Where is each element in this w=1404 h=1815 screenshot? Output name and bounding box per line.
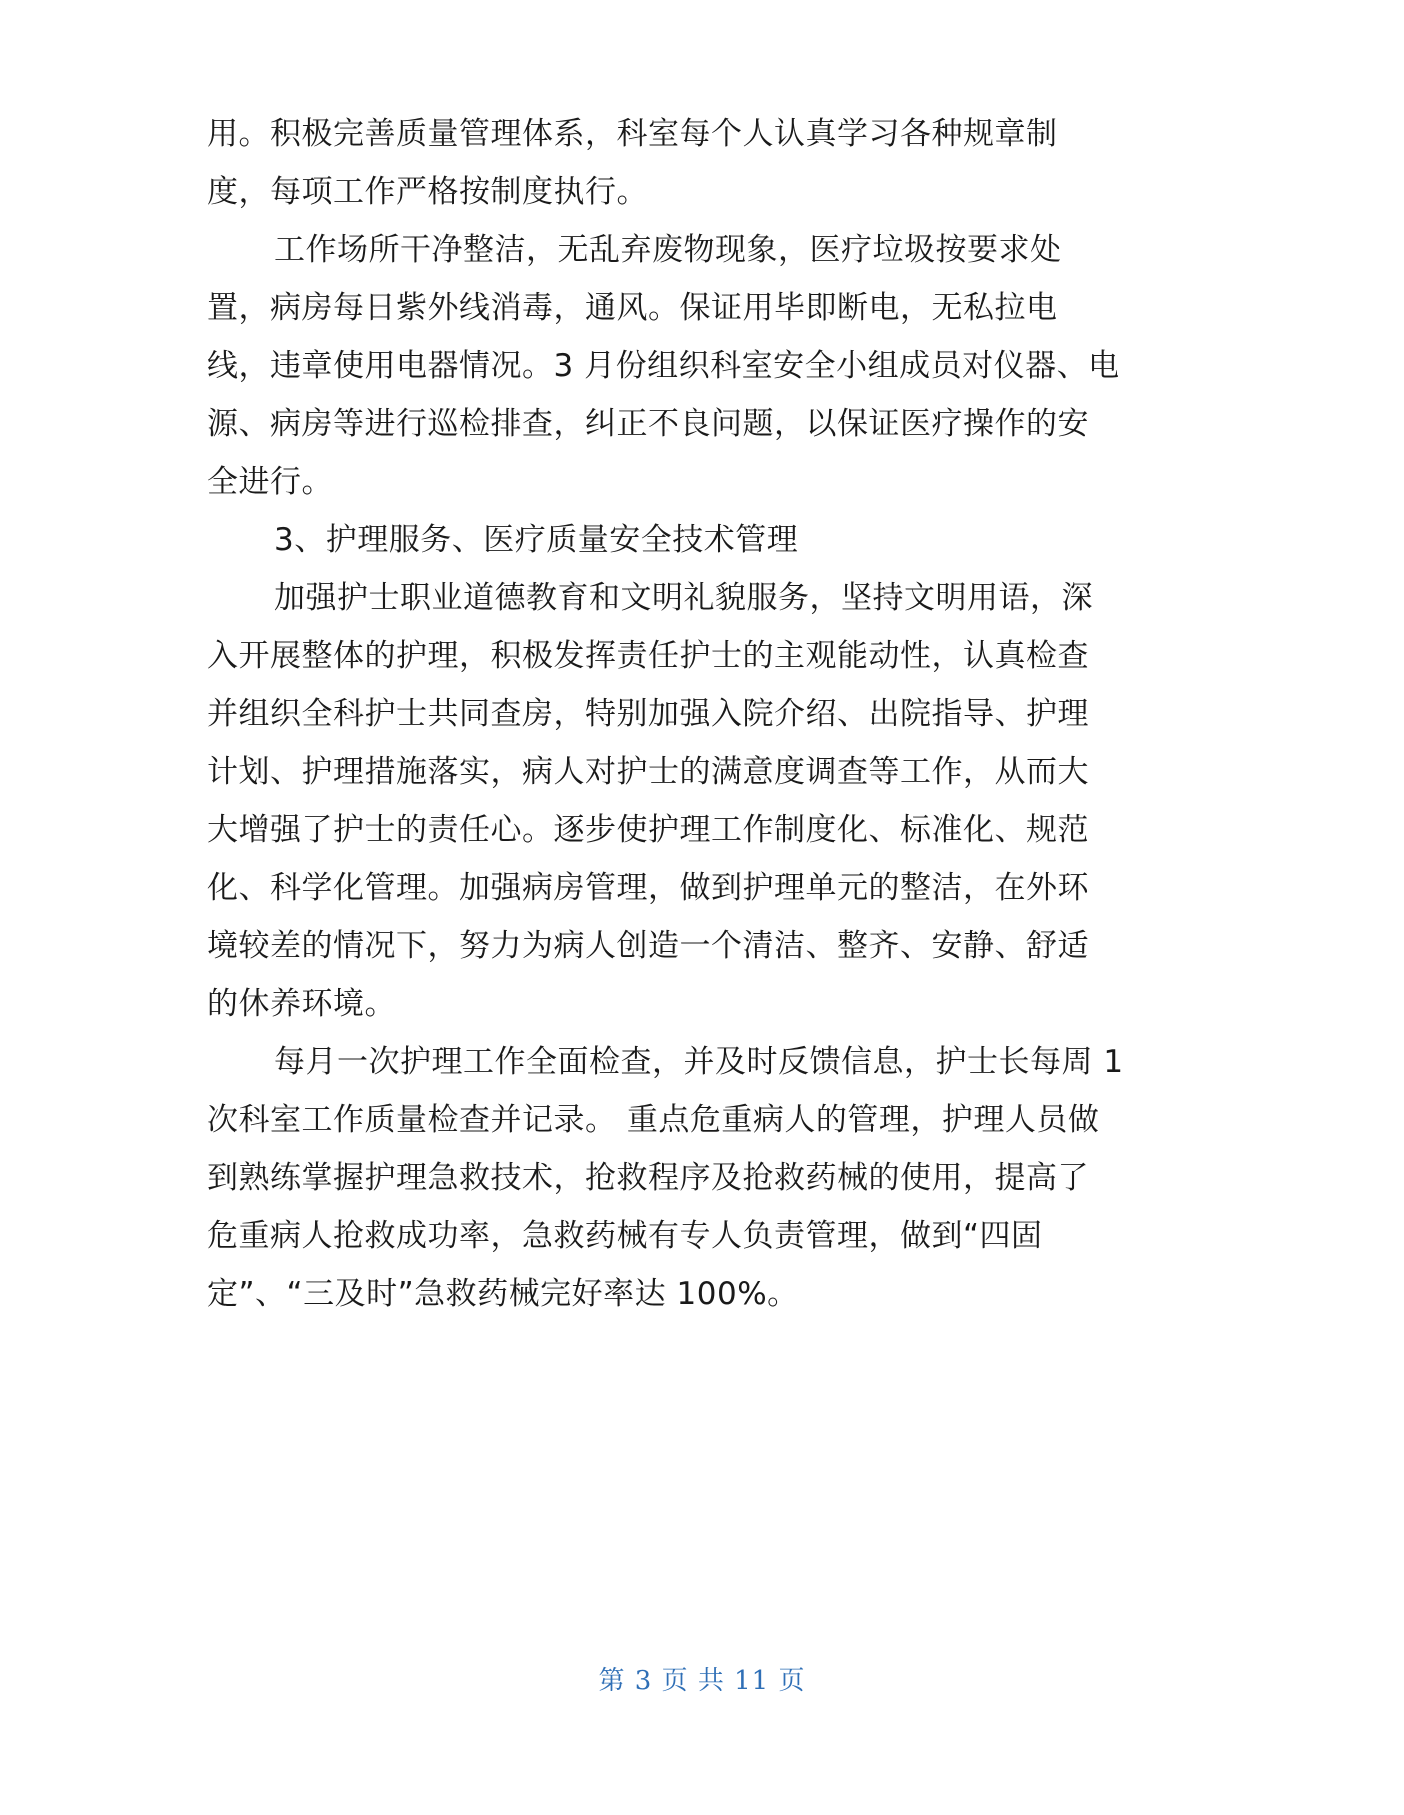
section-heading: 3、护理服务、医疗质量安全技术管理 [274, 522, 799, 558]
text-line: 化、科学化管理。加强病房管理，做到护理单元的整洁，在外环 [207, 870, 1089, 906]
text-line: 入开展整体的护理，积极发挥责任护士的主观能动性，认真检查 [207, 638, 1089, 674]
text-line: 加强护士职业道德教育和文明礼貌服务，坚持文明用语，深 [274, 580, 1093, 616]
text-line: 工作场所干净整洁，无乱弃废物现象，医疗垃圾按要求处 [274, 232, 1062, 268]
text-line: 源、病房等进行巡检排查，纠正不良问题，以保证医疗操作的安 [207, 406, 1089, 442]
text-line: 每月一次护理工作全面检查，并及时反馈信息，护士长每周 1 [274, 1044, 1124, 1080]
text-line: 到熟练掌握护理急救技术，抢救程序及抢救药械的使用，提高了 [207, 1160, 1089, 1196]
text-line: 置，病房每日紫外线消毒，通风。保证用毕即断电，无私拉电 [207, 290, 1058, 326]
text-line: 大增强了护士的责任心。逐步使护理工作制度化、标准化、规范 [207, 812, 1089, 848]
text-line: 计划、护理措施落实，病人对护士的满意度调查等工作，从而大 [207, 754, 1089, 790]
text-line: 用。积极完善质量管理体系，科室每个人认真学习各种规章制 [207, 116, 1058, 152]
text-line: 度，每项工作严格按制度执行。 [207, 174, 648, 210]
text-line: 次科室工作质量检查并记录。 重点危重病人的管理，护理人员做 [207, 1102, 1100, 1138]
text-line: 全进行。 [207, 464, 333, 500]
text-line: 线，违章使用电器情况。3 月份组织科室安全小组成员对仪器、电 [207, 348, 1120, 384]
text-line: 定”、“三及时”急救药械完好率达 100%。 [207, 1276, 799, 1312]
page-number-footer: 第 3 页 共 11 页 [598, 1666, 806, 1696]
text-line: 危重病人抢救成功率，急救药械有专人负责管理，做到“四固 [207, 1218, 1043, 1254]
text-line: 的休养环境。 [207, 986, 396, 1022]
text-line: 并组织全科护士共同查房，特别加强入院介绍、出院指导、护理 [207, 696, 1089, 732]
text-line: 境较差的情况下，努力为病人创造一个清洁、整齐、安静、舒适 [207, 928, 1089, 964]
